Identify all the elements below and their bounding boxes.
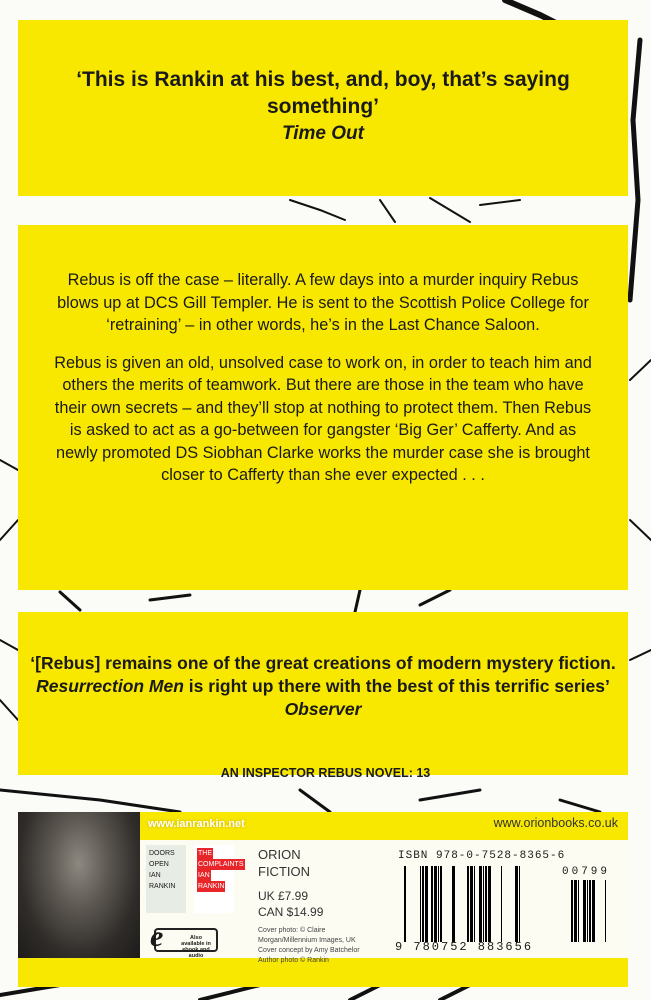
publisher-website[interactable]: www.orionbooks.co.uk — [493, 816, 618, 830]
synopsis-paragraph: Rebus is off the case – literally. A few days into a murder inquiry Rebus blows up at DCS Gill Templer. He is sent to the Scottish Police College for ‘retraining’ – in other words, he’s in the Last Chance Saloon. — [57, 271, 589, 334]
ebook-e-icon: e — [150, 920, 164, 953]
ebook-badge — [150, 920, 218, 959]
cover-text: DOORS — [149, 850, 175, 857]
book-cover-the-complaints — [194, 845, 244, 913]
publisher-band — [18, 812, 628, 987]
quote-text: ‘This is Rankin at his best, and, boy, that’s saying something’ — [76, 68, 570, 118]
cover-text: IAN — [198, 872, 210, 879]
imprint-line: FICTION — [258, 864, 310, 879]
review-quote-observer — [18, 612, 628, 775]
quote-text: ‘[Rebus] remains one of the great creations of modern mystery fiction. — [30, 653, 616, 673]
isbn: ISBN 978-0-7528-8365-6 — [398, 850, 566, 862]
price-can: CAN $14.99 — [258, 905, 324, 919]
review-quote-time-out — [18, 20, 628, 196]
synopsis — [18, 225, 628, 590]
barcode-number: 9 780752 883656 — [395, 940, 534, 954]
synopsis-paragraph: Rebus is given an old, unsolved case to work on, in order to teach him and others the merits of teamwork. But there are those in the team who have their own secrets – and they’ll stop at nothing to protect them. Then Rebus is asked to act as a go-between for gangster ‘Big Ger’ Cafferty. And as newly promoted DS Siobhan Clarke works the murder case she is brought closer to Cafferty than she ever expected . . . — [54, 353, 592, 484]
info-panel — [140, 840, 628, 964]
price-code: 00799 — [562, 866, 611, 878]
quote-source: Observer — [284, 699, 362, 719]
series-label: AN INSPECTOR REBUS NOVEL: 13 — [220, 766, 431, 780]
credit-line: Cover concept by Amy Batchelor — [258, 947, 360, 954]
book-title: Resurrection Men — [36, 676, 184, 696]
author-website[interactable]: www.ianrankin.net — [148, 818, 245, 830]
credits — [258, 926, 373, 966]
price-uk: UK £7.99 — [258, 889, 309, 903]
prices — [258, 888, 323, 920]
cover-text: OPEN — [149, 861, 169, 868]
credit-line: Author photo © Rankin — [258, 957, 329, 964]
author-photo — [18, 812, 140, 958]
credit-line: Cover photo: © Claire Morgan/Millennium Images, UK — [258, 927, 356, 944]
cover-text: IAN — [149, 872, 161, 879]
quote-text: is right up there with the best of this terrific series’ — [183, 676, 610, 696]
book-cover-doors-open — [146, 845, 186, 913]
ebook-text: Also available in ebook and audio — [181, 935, 211, 959]
cover-text: COMPLAINTS — [198, 861, 244, 868]
cover-text: RANKIN — [149, 883, 176, 890]
barcode — [398, 866, 523, 942]
cover-text: RANKIN — [198, 883, 225, 890]
price-barcode — [562, 880, 620, 942]
cover-text: THE — [198, 850, 212, 857]
imprint-line: ORION — [258, 847, 301, 862]
imprint — [258, 846, 310, 880]
quote-source: Time Out — [282, 123, 364, 144]
